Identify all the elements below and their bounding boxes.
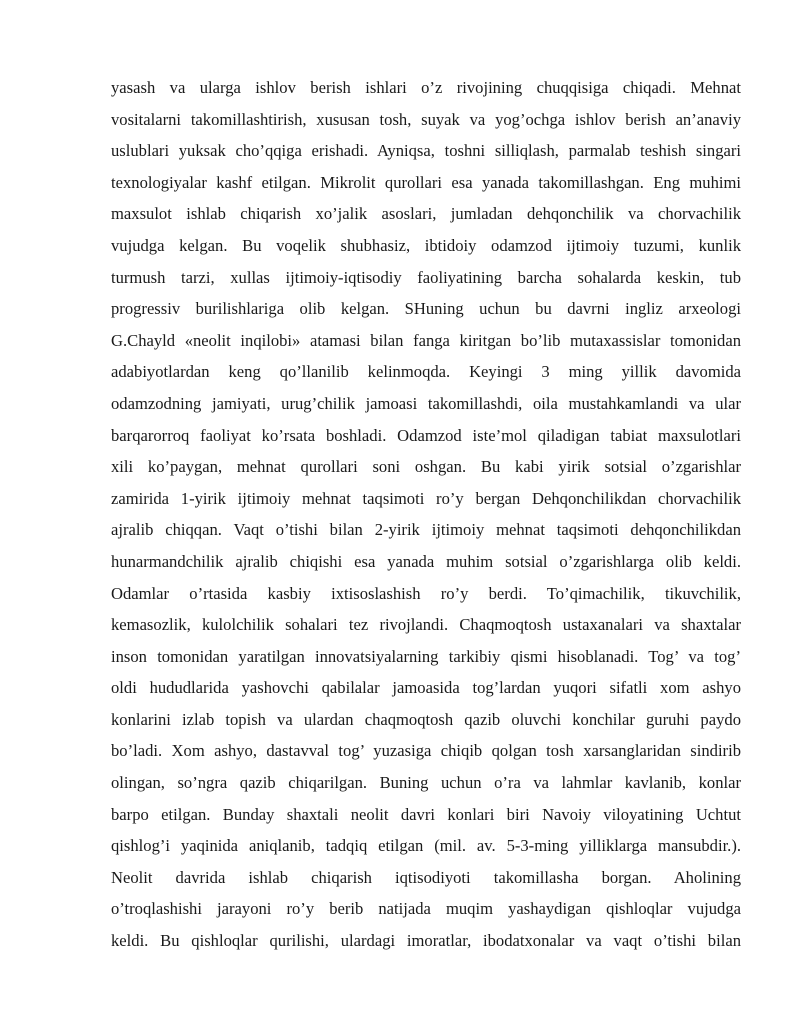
text-line: vujudga kelgan. Bu voqelik shubhasiz, ibtidoiy odamzod ijtimoiy tuzumi, kunlik [111, 235, 741, 255]
text-line: bo’ladi. Xom ashyo, dastavval tog’ yuzasiga chiqib qolgan tosh xarsanglaridan sindirib [111, 741, 741, 761]
text-line: adabiyotlardan keng qo’llanilib kelinmoqda. Keyingi 3 ming yillik davomida [111, 362, 741, 382]
text-line: barpo etilgan. Bunday shaxtali neolit davri konlari biri Navoiy viloyatining Uchtut [111, 804, 741, 824]
text-line: o’troqlashishi jarayoni ro’y berib natijada muqim yashaydigan qishloqlar vujudga [111, 899, 741, 919]
text-line: texnologiyalar kashf etilgan. Mikrolit qurollari esa yanada takomillashgan. Eng muhimi [111, 172, 741, 192]
text-line: odamzodning jamiyati, urug’chilik jamoasi takomillashdi, oila mustahkamlandi va ular [111, 393, 741, 413]
text-line: inson tomonidan yaratilgan innovatsiyalarning tarkibiy qismi hisoblanadi. Tog’ va tog’ [111, 646, 741, 666]
text-line: uslublari yuksak cho’qqiga erishadi. Ayniqsa, toshni silliqlash, parmalab teshish singari [111, 141, 741, 161]
text-line: hunarmandchilik ajralib chiqishi esa yanada muhim sotsial o’zgarishlarga olib keldi. [111, 551, 741, 571]
text-line: keldi. Bu qishloqlar qurilishi, ulardagi imoratlar, ibodatxonalar va vaqt o’tishi bilan [111, 931, 741, 951]
text-line: Neolit davrida ishlab chiqarish iqtisodiyoti takomillasha borgan. Aholining [111, 867, 741, 887]
text-line: ajralib chiqqan. Vaqt o’tishi bilan 2-yirik ijtimoiy mehnat taqsimoti dehqonchilikdan [111, 520, 741, 540]
text-line: maxsulot ishlab chiqarish xo’jalik asoslari, jumladan dehqonchilik va chorvachilik [111, 204, 741, 224]
text-line: konlarini izlab topish va ulardan chaqmoqtosh qazib oluvchi konchilar guruhi paydo [111, 709, 741, 729]
text-line: turmush tarzi, xullas ijtimoiy-iqtisodiy faoliyatining barcha sohalarda keskin, tub [111, 267, 741, 287]
text-line: xili ko’paygan, mehnat qurollari soni oshgan. Bu kabi yirik sotsial o’zgarishlar [111, 457, 741, 477]
text-line: oldi hududlarida yashovchi qabilalar jamoasida tog’lardan yuqori sifatli xom ashyo [111, 678, 741, 698]
body-text [111, 72, 741, 957]
text-line: zamirida 1-yirik ijtimoiy mehnat taqsimoti ro’y bergan Dehqonchilikdan chorvachilik [111, 488, 741, 508]
text-line: barqarorroq faoliyat ko’rsata boshladi. Odamzod iste’mol qiladigan tabiat maxsulotlari [111, 425, 741, 445]
text-line: progressiv burilishlariga olib kelgan. SHuning uchun bu davrni ingliz arxeologi [111, 299, 741, 319]
text-line: Odamlar o’rtasida kasbiy ixtisoslashish ro’y berdi. To’qimachilik, tikuvchilik, [111, 583, 741, 603]
text-line: qishlog’i yaqinida aniqlanib, tadqiq etilgan (mil. av. 5-3-ming yilliklarga mansubdir.). [111, 836, 741, 856]
text-line: kemasozlik, kulolchilik sohalari tez rivojlandi. Chaqmoqtosh ustaxanalari va shaxtalar [111, 615, 741, 635]
text-line: vositalarni takomillashtirish, xususan tosh, suyak va yog’ochga ishlov berish an’anaviy [111, 109, 741, 129]
text-line: G.Chayld «neolit inqilobi» atamasi bilan fanga kiritgan bo’lib mutaxassislar tomonidan [111, 330, 741, 350]
text-line: yasash va ularga ishlov berish ishlari o’z rivojining chuqqisiga chiqadi. Mehnat [111, 78, 741, 97]
text-line: olingan, so’ngra qazib chiqarilgan. Buning uchun o’ra va lahmlar kavlanib, konlar [111, 773, 741, 793]
